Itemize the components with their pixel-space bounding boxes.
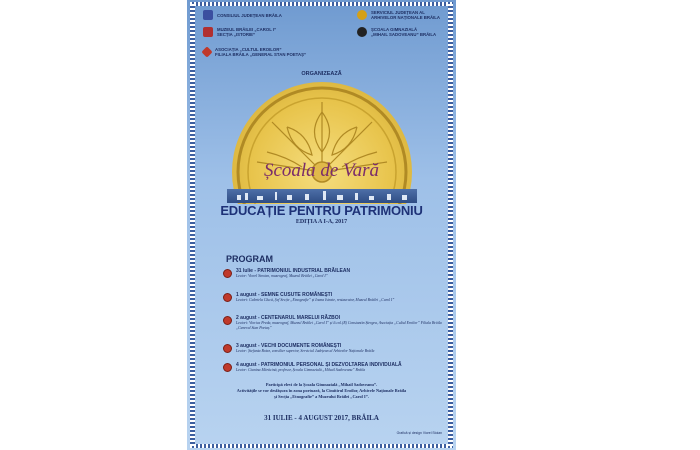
participation-note [207, 382, 436, 400]
organizes-label: ORGANIZEAZĂ [301, 71, 342, 77]
rosette-bullet-icon [223, 293, 232, 302]
org-subname: „MIHAIL SADOVEANU” BRĂILA [371, 32, 437, 37]
org-name: ASOCIAȚIA „CULTUL EROILOR” [215, 47, 282, 52]
rosette-bullet-icon [223, 269, 232, 278]
decorative-border-bottom [190, 444, 453, 448]
program-item [223, 268, 445, 279]
portrait-icon [357, 27, 367, 37]
event-dates: 31 IULIE - 4 AUGUST 2017, BRĂILA [264, 414, 379, 422]
program-item [223, 362, 445, 373]
program-item-lectors: Lector: Viorel Stroian, muzeograf, Muzeul Brăilei „Carol I” [236, 274, 328, 278]
program-item-title: 2 august - CENTENARUL MARELUI RĂZBOI [236, 315, 341, 321]
org-cultul-eroilor [203, 47, 306, 57]
program-item-title: 1 august - SEMNE CUSUTE ROMÂNEȘTI [236, 292, 333, 298]
org-scoala-sadoveanu [357, 27, 436, 37]
program-item-lectors: Lectori: Viorica Preda, muzeograf, Muzeul Brăilei „Carol I” și lt.col.(R) Constantin Ștergea, Asociația „Cultul Eroilor” Filiala Brăila „General Stan Poetaș” [236, 321, 442, 330]
venue-text: Activitățile se vor desfășura în zona portuară, la Cimitirul Eroilor, Arhivele Naționale Brăila [236, 388, 407, 393]
org-subname: FILIALA BRĂILA „GENERAL STAN POETAȘ” [215, 52, 307, 57]
decorative-border-top [190, 2, 453, 6]
program-item-lectors: Lector: Gianina Mărăcină, profesor, Școala Gimnazială „Mihail Sadoveanu” Brăila [236, 368, 366, 372]
program-heading: PROGRAM [226, 254, 273, 264]
archive-seal-icon [357, 10, 367, 20]
title-main: EDUCAȚIE PENTRU PATRIMONIU [220, 203, 423, 218]
rosette-bullet-icon [223, 363, 232, 372]
program-item-lectors: Lector: Ștefania Botez, consilier superior, Serviciul Județean al Arhivelor Naționale Brăila [236, 349, 375, 353]
coat-of-arms-icon [203, 10, 213, 20]
program-item-lectors: Lectori: Gabriela Clucă, Șef Secție „Etnografie” și Ioana Istrate, restaurator, Muzeul Brăilei „Carol I” [236, 298, 395, 302]
org-name: CONSILIUL JUDEȚEAN BRĂILA [217, 12, 282, 18]
org-subname: ARHIVELOR NAȚIONALE BRĂILA [371, 15, 440, 20]
org-arhivele-nationale [357, 10, 440, 20]
venue-text-2: și Secția „Etnografie” a Muzeului Brăilei „Carol I”. [274, 394, 369, 399]
org-subname: SECȚIA „ISTORIE” [217, 32, 256, 37]
title-script: Școala de Vară [263, 160, 380, 181]
org-muzeul-brailei [203, 27, 276, 37]
org-name: MUZEUL BRĂILEI „CAROL I” [217, 27, 277, 32]
cross-emblem-icon [201, 46, 212, 57]
edition-label: EDIȚIA A I-A, 2017 [295, 219, 348, 225]
org-name: SERVICIUL JUDEȚEAN AL [371, 10, 425, 15]
program-item-title: 31 Iulie - PATRIMONIUL INDUSTRIAL BRĂILEAN [236, 268, 351, 274]
program-item-title: 3 august - VECHI DOCUMENTE ROMÂNEȘTI [236, 343, 342, 349]
design-credit: Grafică și design Viorel Stoian [396, 431, 442, 435]
rosette-bullet-icon [223, 344, 232, 353]
org-consiliul-judetean [203, 10, 282, 20]
poster [187, 0, 456, 450]
program-item-title: 4 august - PATRIMONIUL PERSONAL ȘI DEZVOLTAREA INDIVIDUALĂ [236, 362, 402, 368]
city-skyline-image [227, 189, 417, 203]
museum-logo-icon [203, 27, 213, 37]
program-item [223, 315, 445, 330]
program-item [223, 292, 445, 303]
org-name: ȘCOALA GIMNAZIALĂ [371, 27, 418, 32]
skyline-icon [227, 189, 417, 203]
participants-text: Participă elevi de la Școala Gimnazială „Mihail Sadoveanu”. [265, 382, 378, 387]
rosette-bullet-icon [223, 316, 232, 325]
program-item [223, 343, 445, 354]
